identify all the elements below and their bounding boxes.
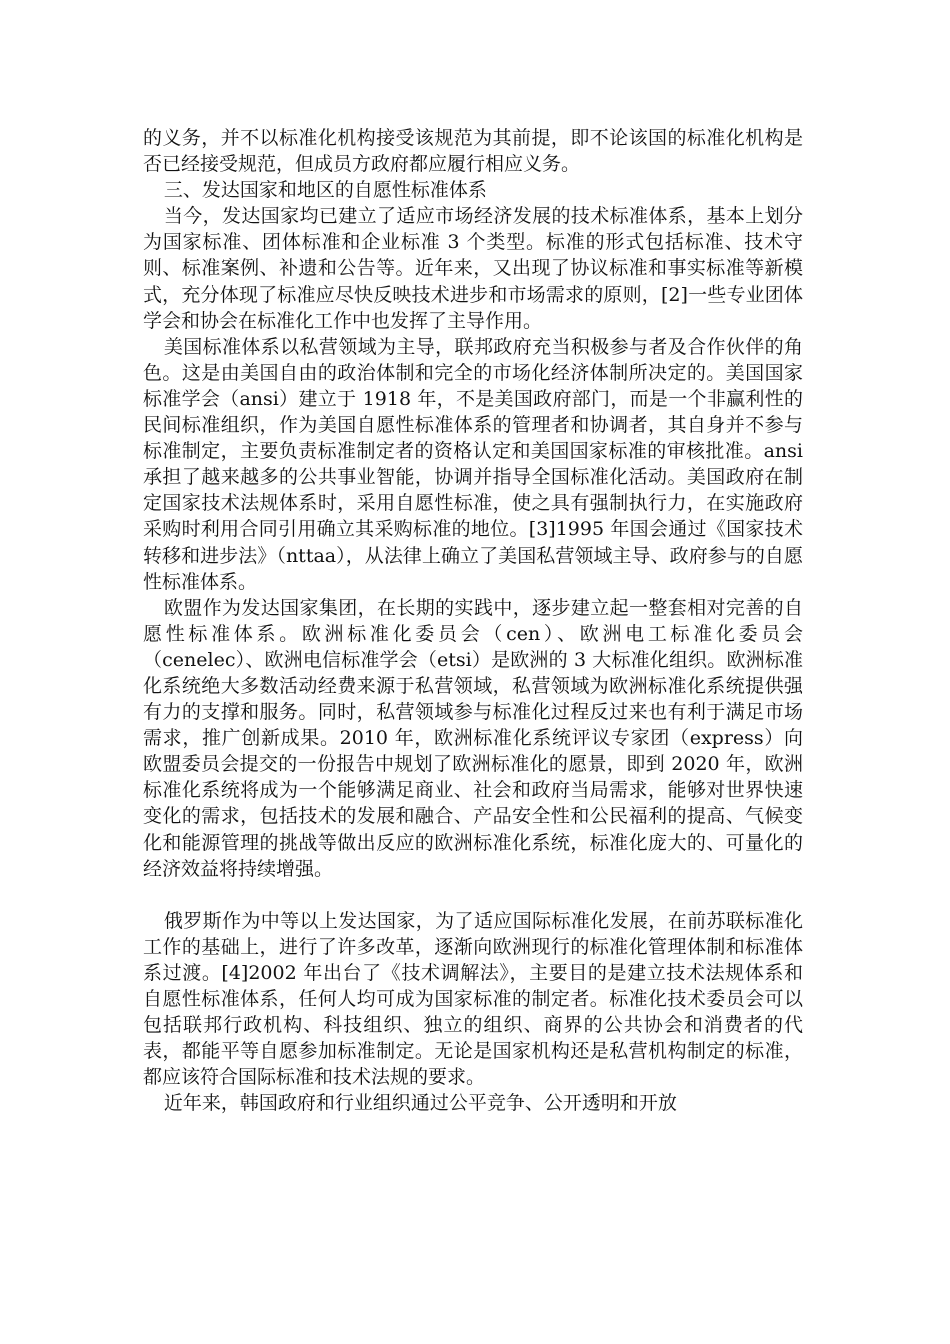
paragraph-developed-countries: 当今，发达国家均已建立了适应市场经济发展的技术标准体系，基本上划分为国家标准、团体标准和企业标准 3 个类型。标准的形式包括标准、技术守则、标准案例、补遗和公告等。近年来，又出现了协议标准和事实标准等新模式，充分体现了标准应尽快反映技术进步和市场需求的原则，[2]一些专业团体学会和协会在标准化工作中也发挥了主导作用。 (143, 205, 803, 332)
paragraph-eu: 欧盟作为发达国家集团，在长期的实践中，逐步建立起一整套相对完善的自愿性标准体系。欧洲标准化委员会（cen）、欧洲电工标准化委员会（cenelec）、欧洲电信标准学会（etsi）是欧洲的 3 大标准化组织。欧洲标准化系统绝大多数活动经费来源于私营领域，私营领域为欧洲标准化系统提供强有力的支撑和服务。同时，私营领域参与标准化过程反过来也有利于满足市场需求，推广创新成果。2010 年，欧洲标准化系统评议专家团（express）向欧盟委员会提交的一份报告中规划了欧洲标准化的愿景，即到 2020 年，欧洲标准化系统将成为一个能够满足商业、社会和政府当局需求，能够对世界快速变化的需求，包括技术的发展和融合、产品安全性和公民福利的提高、气候变化和能源管理的挑战等做出反应的欧洲标准化系统，标准化庞大的、可量化的经济效益将持续增强。 (143, 596, 803, 880)
paragraph-russia: 俄罗斯作为中等以上发达国家，为了适应国际标准化发展，在前苏联标准化工作的基础上，进行了许多改革，逐渐向欧洲现行的标准化管理体制和标准体系过渡。[4]2002 年出台了《技术调解法》，主要目的是建立技术法规体系和自愿性标准体系，任何人均可成为国家标准的制定者。标准化技术委员会可以包括联邦行政机构、科技组织、独立的组织、商界的公共协会和消费者的代表，都能平等自愿参加标准制定。无论是国家机构还是私营机构制定的标准，都应该符合国际标准和技术法规的要求。 (143, 909, 803, 1089)
paragraph-gap (143, 882, 803, 908)
paragraph-obligation-end: 的义务，并不以标准化机构接受该规范为其前提，即不论该国的标准化机构是否已经接受规范，但成员方政府都应履行相应义务。 (143, 127, 803, 176)
section-heading: 三、发达国家和地区的自愿性标准体系 (163, 179, 487, 202)
document-body (143, 125, 803, 1116)
paragraph-usa: 美国标准体系以私营领域为主导，联邦政府充当积极参与者及合作伙伴的角色。这是由美国自由的政治体制和完全的市场化经济体制所决定的。美国国家标准学会（ansi）建立于 1918 年，不是美国政府部门，而是一个非赢利性的民间标准组织，作为美国自愿性标准体系的管理者和协调者，其自身并不参与标准制定，主要负责标准制定者的资格认定和美国国家标准的审核批准。ansi 承担了越来越多的公共事业智能，协调并指导全国标准化活动。美国政府在制定国家技术法规体系时，采用自愿性标准，使之具有强制执行力，在实施政府采购时利用合同引用确立其采购标准的地位。[3]1995 年国会通过《国家技术转移和进步法》（nttaa），从法律上确立了美国私营领域主导、政府参与的自愿性标准体系。 (143, 335, 803, 593)
paragraph-korea: 近年来，韩国政府和行业组织通过公平竞争、公开透明和开放 (163, 1092, 677, 1115)
